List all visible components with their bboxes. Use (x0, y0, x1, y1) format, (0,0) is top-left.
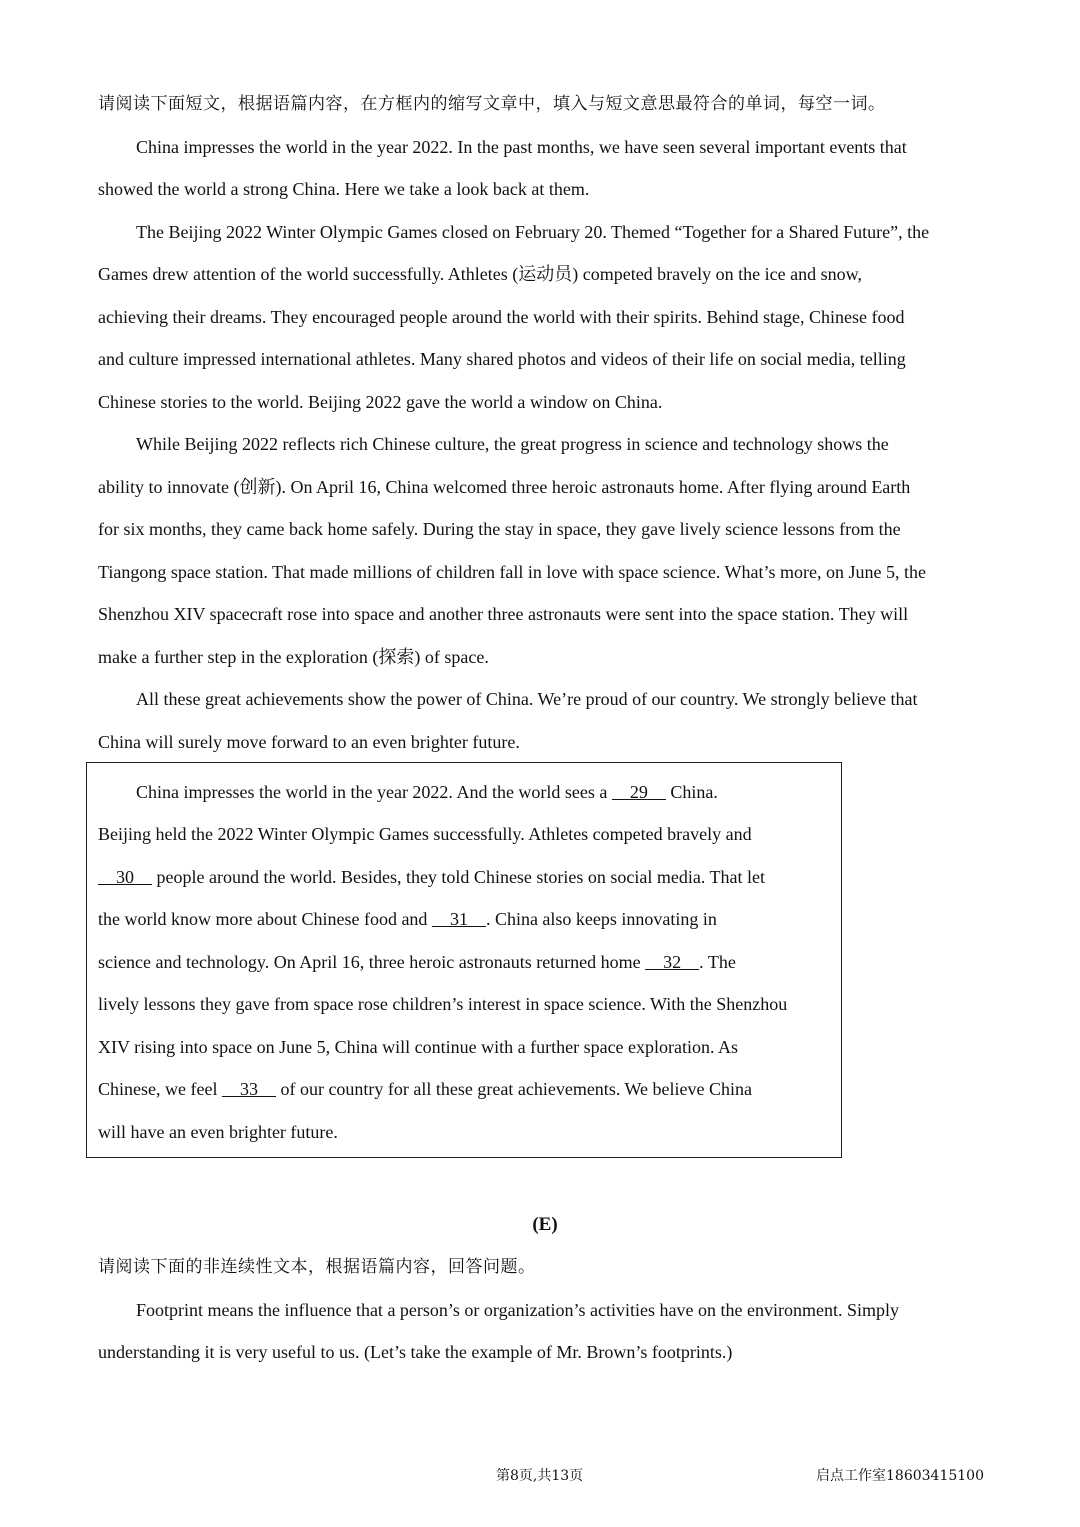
passage-line: China impresses the world in the year 2022. In the past months, we have seen several important events that (136, 137, 907, 157)
summary-line: XIV rising into space on June 5, China will continue with a further space exploration. As (98, 1037, 739, 1057)
section-e-paragraph: Footprint means the influence that a person’s or organization’s activities have on the environment. Simply (136, 1300, 899, 1320)
summary-line: China impresses the world in the year 2022. And the world sees a 29 China. (136, 782, 718, 802)
passage-line: for six months, they came back home safely. During the stay in space, they gave lively science lessons from the (98, 519, 901, 539)
passage-line: and culture impressed international athletes. Many shared photos and videos of their life on social media, telling (98, 349, 906, 369)
passage-line: ability to innovate (创新). On April 16, China welcomed three heroic astronauts home. After flying around Earth (98, 477, 911, 497)
summary-line: lively lessons they gave from space rose children’s interest in space science. With the Shenzhou (98, 994, 788, 1014)
passage-line: While Beijing 2022 reflects rich Chinese culture, the great progress in science and technology shows the (136, 434, 889, 454)
blank-29: 29 (629, 782, 648, 802)
passage-line: make a further step in the exploration (探索) of space. (98, 647, 489, 667)
blank-32: 32 (663, 952, 682, 972)
summary-line: the world know more about Chinese food and 31 . China also keeps innovating in (98, 909, 717, 929)
section-e-instruction: 请阅读下面的非连续性文本，根据语篇内容，回答问题。 (98, 1257, 536, 1277)
passage-line: Tiangong space station. That made millions of children fall in love with space science. What’s more, on June 5, the (98, 562, 926, 582)
summary-line: Beijing held the 2022 Winter Olympic Games successfully. Athletes competed bravely and (98, 824, 752, 844)
section-e-paragraph: understanding it is very useful to us. (Let’s take the example of Mr. Brown’s footprints.) (98, 1342, 733, 1362)
passage-line: The Beijing 2022 Winter Olympic Games closed on February 20. Themed “Together for a Shared Future”, the (136, 222, 930, 242)
passage-line: showed the world a strong China. Here we take a look back at them. (98, 179, 590, 199)
blank-31: 31 (449, 909, 468, 929)
summary-line: science and technology. On April 16, three heroic astronauts returned home 32 . The (98, 952, 736, 972)
summary-line: Chinese, we feel 33 of our country for all these great achievements. We believe China (98, 1079, 752, 1099)
passage-line: All these great achievements show the power of China. We’re proud of our country. We strongly believe that (136, 689, 918, 709)
summary-line: 30 people around the world. Besides, they told Chinese stories on social media. That let (98, 865, 765, 889)
page-number: 第8页,共13页 (496, 1468, 584, 1484)
passage-line: Chinese stories to the world. Beijing 2022 gave the world a window on China. (98, 392, 663, 412)
summary-line: will have an even brighter future. (98, 1122, 338, 1142)
instruction-text: 请阅读下面短文，根据语篇内容，在方框内的缩写文章中，填入与短文意思最符合的单词，每空一词。 (98, 94, 886, 114)
blank-30: 30 (116, 867, 134, 887)
passage-line: achieving their dreams. They encouraged people around the world with their spirits. Behind stage, Chinese food (98, 307, 905, 327)
blank-33: 33 (239, 1079, 258, 1099)
passage-line: Shenzhou XIV spacecraft rose into space and another three astronauts were sent into the space station. They will (98, 604, 909, 624)
studio-contact: 启点工作室18603415100 (816, 1468, 984, 1484)
passage-line: Games drew attention of the world successfully. Athletes (运动员) competed bravely on the ice and snow, (98, 264, 862, 284)
passage-line: China will surely move forward to an even brighter future. (98, 732, 520, 752)
section-e-heading: (E) (532, 1214, 558, 1235)
